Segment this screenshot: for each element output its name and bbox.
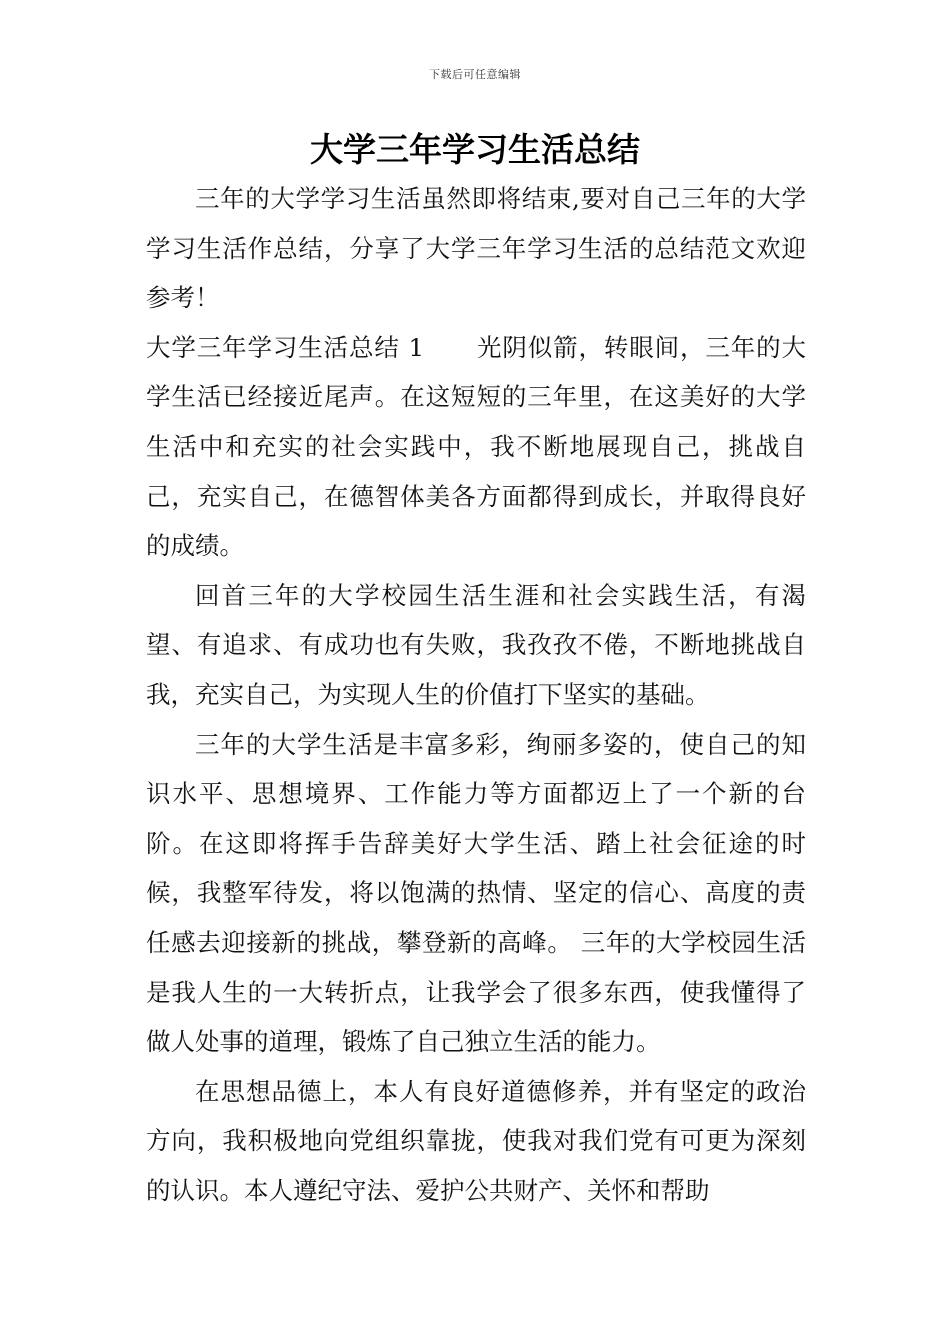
section1-paragraph bbox=[146, 323, 806, 571]
paragraph-4: 在思想品德上，本人有良好道德修养，并有坚定的政治方向，我积极地向党组织靠拢，使我对我们党有可更为深刻的认识。本人遵纪守法、爱护公共财产、关怀和帮助 bbox=[146, 1076, 806, 1205]
header-note: 下载后可任意编辑 bbox=[429, 68, 521, 81]
paragraph-3: 三年的大学生活是丰富多彩，绚丽多姿的，使自己的知识水平、思想境界、工作能力等方面都迈上了一个新的台阶。在这即将挥手告辞美好大学生活、踏上社会征途的时候，我整军待发，将以饱满的热情、坚定的信心、高度的责任感去迎接新的挑战，攀登新的高峰。 三年的大学校园生活是我人生的一大转折点，让我学会了很多东西，使我懂得了做人处事的道理，锻炼了自己独立生活的能力。 bbox=[146, 729, 806, 1057]
document-title: 大学三年学习生活总结 bbox=[310, 130, 640, 169]
intro-paragraph: 三年的大学学习生活虽然即将结束,要对自己三年的大学学习生活作总结，分享了大学三年学习生活的总结范文欢迎参考！ bbox=[146, 184, 806, 313]
paragraph-2: 回首三年的大学校园生活生涯和社会实践生活，有渴望、有追求、有成功也有失败，我孜孜不倦，不断地挑战自我，充实自己，为实现人生的价值打下坚实的基础。 bbox=[146, 580, 806, 709]
document-body bbox=[146, 174, 806, 1215]
section1-heading: 大学三年学习生活总结 1 bbox=[146, 332, 425, 362]
section1-first-text: 光阴似箭，转眼间，三年的大学生活已经接近尾声。在这短短的三年里，在这美好的大学生活中和充实的社会实践中，我不断地展现自己，挑战自己，充实自己，在德智体美各方面都得到成长，并取得良好的成绩。 bbox=[146, 332, 807, 561]
